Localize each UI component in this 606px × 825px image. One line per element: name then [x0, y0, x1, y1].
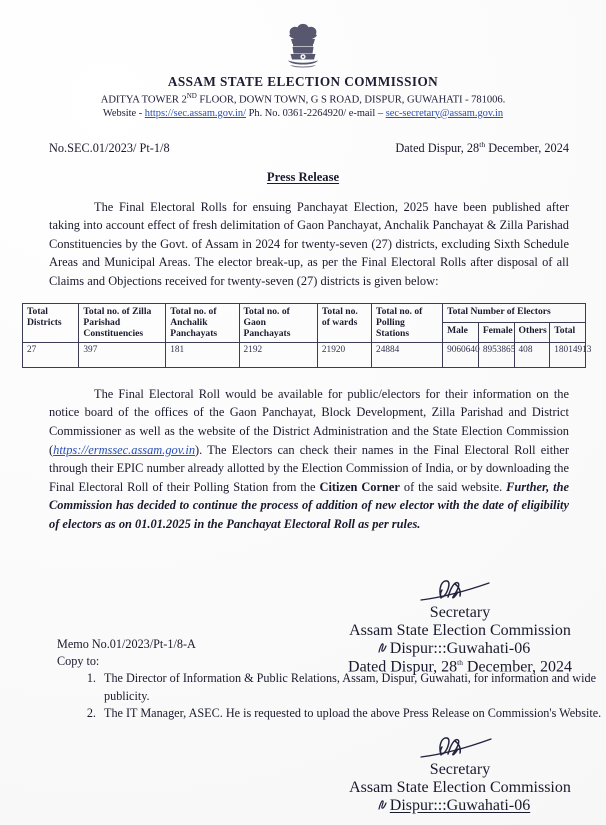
cell-female: 8953865: [478, 342, 514, 367]
paragraph-one: The Final Electoral Rolls for ensuing Panchayat Election, 2025 have been published after taking into account effect of fresh delimitation of Gaon Panchayat, Anchalik Panchayat & Zilla Parishad Constituencies by the Govt. of Assam in 2024 for twenty-seven (27) districts, excluding Sixth Schedule Areas and Municipal Areas. The elector break-up, as per the Final Electoral Rolls after disposal of all Claims and Objections received for twenty-seven (27) districts is given below:: [49, 199, 569, 288]
list-item: 2. The IT Manager, ASEC. He is requested to upload the above Press Release on Commission's Website.: [99, 705, 606, 722]
ermssec-portal-link[interactable]: https://ermssec.assam.gov.in: [53, 442, 196, 457]
signature-designation: Secretary: [429, 761, 491, 778]
header-zilla-parishad-constituencies: Total no. of Zilla Parishad Constituencies: [79, 303, 166, 342]
page-title: Press Release: [266, 169, 340, 184]
cell-gaon-panchayats: 2192: [239, 342, 317, 367]
list-item: 1. The Director of Information & Public Relations, Assam, Dispur, Guwahati, for information and wide publicity.: [99, 670, 606, 705]
cell-total: 18014913: [550, 342, 586, 367]
copy-to-label: Copy to:: [57, 653, 100, 668]
address-pre: ADITYA TOWER 2: [100, 94, 187, 106]
organization-address: [0, 92, 606, 106]
signature-dated-pre: Dated Dispur, 28: [348, 658, 458, 676]
organization-contact-line: [0, 108, 606, 119]
paragraph-two-part-c: of the said website.: [399, 479, 507, 494]
paragraph-two-part-b: ). The Electors can check their names in the Final Electoral Roll either through their EPIC number already allotted by the Election Commission of India, or by downloading the Final Electoral Roll of their Polling Station from the: [49, 442, 569, 494]
signature-block-bottom: [330, 735, 590, 815]
further-notice-emphasis: Further, the Commission has decided to continue the process of addition of new elector with the date of eligibility of electors as on 01.01.2025 in the Panchayat Electoral Roll as per rules.: [49, 479, 570, 531]
elector-breakup-table: [22, 303, 592, 368]
memo-number: Memo No.01/2023/Pt-1/8-A: [57, 637, 196, 651]
reference-date-ordinal: th: [479, 139, 486, 149]
copy-to-list: [57, 670, 606, 722]
header-total-number-of-electors: Total Number of Electors: [443, 303, 586, 323]
signature-dated-ordinal: th: [457, 658, 463, 667]
india-national-emblem-icon: [281, 23, 325, 71]
header-total: Total: [550, 323, 586, 343]
signature-organization: Assam State Election Commission: [349, 779, 571, 796]
organization-name: ASSAM STATE ELECTION COMMISSION: [167, 74, 439, 89]
elector-table-container: [22, 303, 592, 368]
website-link[interactable]: https://sec.assam.gov.in/: [144, 107, 246, 119]
header-male: Male: [443, 323, 479, 343]
header-wards: Total no. of wards: [317, 303, 371, 342]
cell-anchalik-panchayats: 181: [166, 342, 239, 367]
reference-date: [395, 140, 569, 156]
header-anchalik-panchayats: Total no. of Anchalik Panchayats: [166, 303, 239, 342]
signature-mark: [385, 578, 535, 604]
reference-date-post: December, 2024: [485, 140, 569, 155]
address-ordinal-suffix: ND: [186, 92, 197, 100]
reference-date-pre: Dated Dispur, 28: [395, 140, 480, 155]
table-header-row: [23, 303, 586, 323]
signature-designation: Secretary: [429, 604, 491, 621]
signature-place-line: [330, 797, 590, 815]
paragraph-two-part-a: The Final Electoral Roll would be available for public/electors for their information on the notice board of the offices of the Gaon Panchayat, Block Development, Zilla Parishad and District Commissioner as well as the website of the District Administration and the State Election Commission (: [49, 386, 569, 457]
reference-line: [49, 140, 569, 156]
header-female: Female: [478, 323, 514, 343]
cell-polling-stations: 24884: [372, 342, 443, 367]
signature-place: Dispur:::Guwahati-06: [389, 640, 531, 657]
handwritten-mark-icon: [377, 798, 389, 811]
cell-others: 408: [514, 342, 550, 367]
cell-zilla-parishad-constituencies: 397: [79, 342, 166, 367]
citizen-corner-emphasis: Citizen Corner: [319, 479, 400, 494]
signature-place: Dispur:::Guwahati-06: [389, 797, 531, 814]
emblem-container: [0, 0, 606, 71]
header-others: Others: [514, 323, 550, 343]
header-gaon-panchayats: Total no. of Gaon Panchayats: [239, 303, 317, 342]
cell-wards: 21920: [317, 342, 371, 367]
cell-total-districts: 27: [23, 342, 79, 367]
header-total-districts: Total Districts: [23, 303, 79, 342]
table-row: [23, 342, 586, 367]
email-link[interactable]: sec-secretary@assam.gov.in: [385, 107, 504, 119]
address-post: FLOOR, DOWN TOWN, G S ROAD, DISPUR, GUWAHATI - 781006.: [196, 94, 506, 106]
signature-organization: Assam State Election Commission: [349, 622, 571, 639]
header-polling-stations: Total no. of Polling Stations: [372, 303, 443, 342]
website-label: Website -: [102, 107, 145, 119]
reference-number: No.SEC.01/2023/ Pt-1/8: [49, 140, 170, 155]
paragraph-two: [49, 385, 569, 534]
phone-email-label: Ph. No. 0361-2264920/ e-mail –: [246, 107, 386, 119]
signature-mark: [385, 735, 535, 761]
signature-dated-post: December, 2024: [462, 658, 572, 676]
memo-section: [57, 636, 606, 722]
cell-male: 9060640: [443, 342, 479, 367]
